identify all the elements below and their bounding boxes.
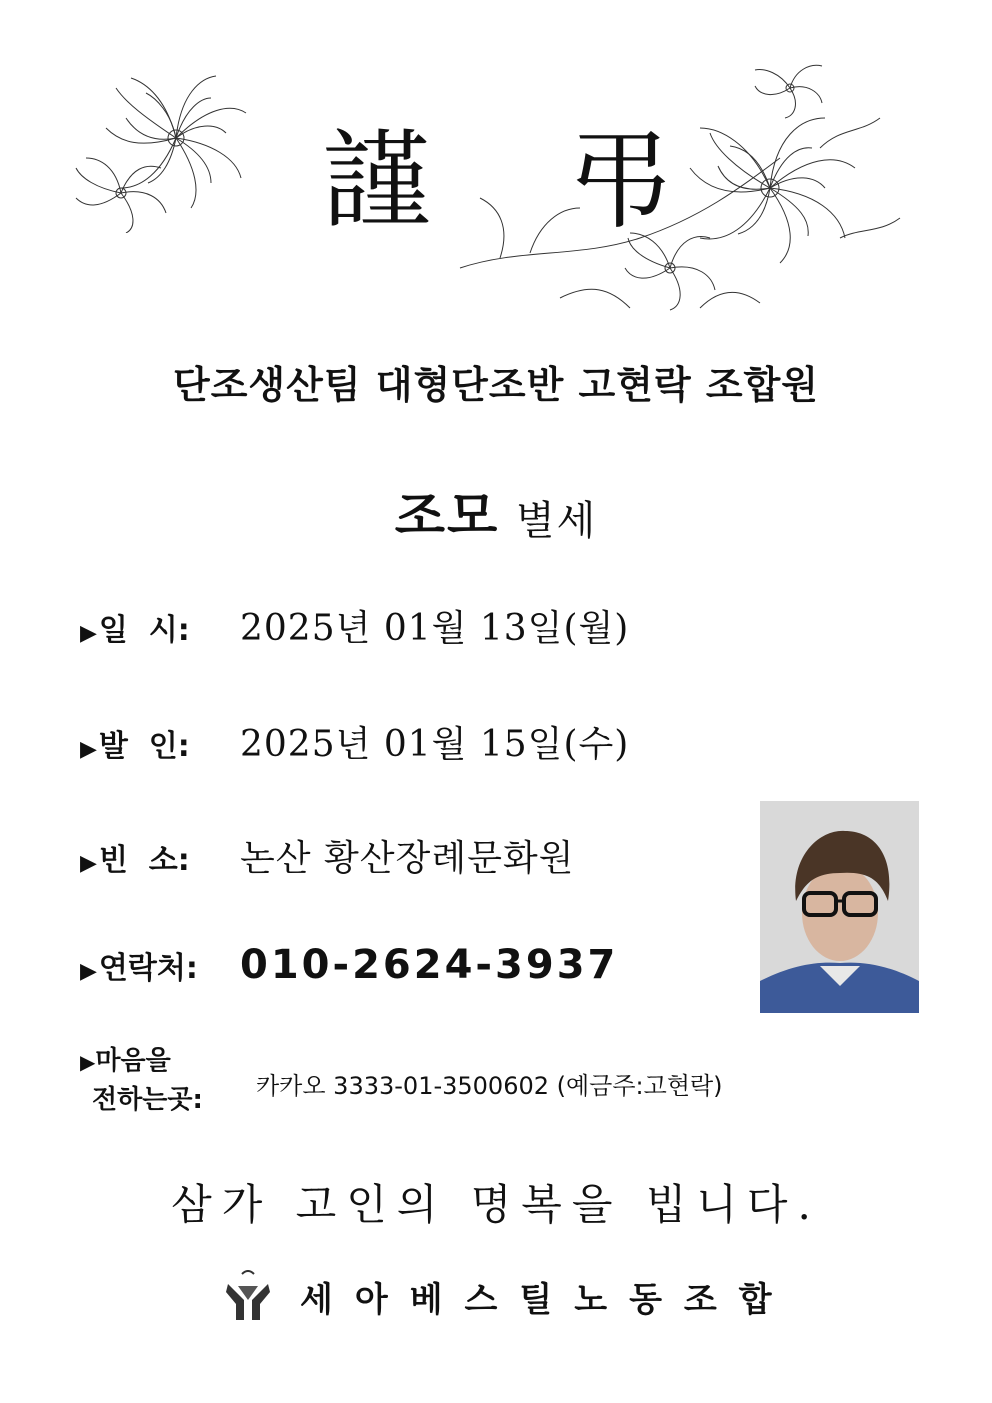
event-type: 별세 bbox=[515, 498, 598, 544]
info-label-place bbox=[80, 835, 240, 879]
info-row-burial bbox=[80, 716, 629, 767]
member-subtitle: 단조생산팀 대형단조반 고현락 조합원 bbox=[172, 362, 820, 407]
triangle-marker-icon: ▶ bbox=[80, 737, 97, 762]
donation-account: 카카오 3333-01-3500602 (예금주:고현락) bbox=[256, 1072, 723, 1100]
union-signature bbox=[224, 1270, 794, 1322]
union-hands-icon bbox=[224, 1270, 272, 1322]
title-character-2: 弔 bbox=[566, 119, 675, 244]
contact-label-text: 연락처: bbox=[98, 951, 198, 986]
info-row-place bbox=[80, 830, 574, 881]
info-label-burial bbox=[80, 721, 240, 765]
info-row-contact bbox=[80, 942, 618, 988]
burial-label-text: 발 인: bbox=[98, 729, 190, 764]
triangle-marker-icon: ▶ bbox=[80, 621, 97, 646]
event-heading bbox=[0, 474, 992, 549]
place-value: 논산 황산장례문화원 bbox=[240, 838, 575, 879]
event-relation: 조모 bbox=[394, 486, 500, 547]
place-label-text: 빈 소: bbox=[98, 843, 190, 878]
date-label-text: 일 시: bbox=[98, 613, 190, 648]
info-label-date bbox=[80, 605, 240, 649]
member-photo bbox=[760, 801, 919, 1013]
union-name: 세아베스틸노동조합 bbox=[300, 1279, 794, 1320]
info-label-contact bbox=[80, 943, 240, 987]
triangle-marker-icon: ▶ bbox=[80, 1050, 96, 1074]
burial-value: 2025년 01월 15일(수) bbox=[240, 724, 630, 765]
chrysanthemum-left-icon bbox=[66, 68, 256, 233]
condolence-message: 삼가 고인의 명복을 빕니다. bbox=[171, 1180, 821, 1229]
triangle-marker-icon: ▶ bbox=[80, 959, 97, 984]
contact-value: 010-2624-3937 bbox=[240, 942, 619, 988]
title-character-1: 謹 bbox=[322, 119, 431, 244]
date-value: 2025년 01월 13일(월) bbox=[240, 608, 630, 649]
donation-label-line2: 전하는곳: bbox=[92, 1085, 203, 1115]
donation-label bbox=[80, 1042, 203, 1119]
donation-label-line1: 마음을 bbox=[95, 1046, 171, 1076]
chrysanthemum-right-icon bbox=[440, 58, 915, 333]
triangle-marker-icon: ▶ bbox=[80, 851, 97, 876]
info-row-date bbox=[80, 600, 629, 651]
